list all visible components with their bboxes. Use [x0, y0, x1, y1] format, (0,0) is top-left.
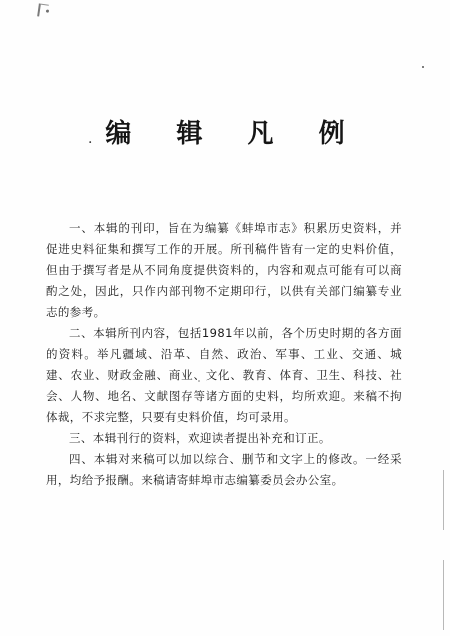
- title-marker: ·: [88, 135, 93, 151]
- page-title: 编 辑 凡 例: [105, 119, 363, 149]
- note-paragraph-2: 二、本辑所刊内容，包括1981年以前，各个历史时期的各方面的资料。举凡疆域、沿革、自然、政治、军事、工业、交通、城建、农业、财政金融、商业、文化、教育、体育、卫生、科技、社会、人物、地名、文献图存等诸方面的史料，均所欢迎。来稿不拘体裁，不求完整，只要有史料价值，均可录用。: [46, 326, 402, 424]
- note-paragraph-3: 三、本辑刊行的资料，欢迎读者提出补充和订正。: [69, 431, 331, 445]
- scan-edge-line: [443, 470, 444, 530]
- scan-speck: [422, 66, 424, 68]
- corner-scan-mark: [37, 3, 49, 17]
- note-paragraph-4: 四、本辑对来稿可以加以综合、删节和文字上的修改。一经采用，均给予报酬。来稿请寄蚌埠市志编纂委员会办公室。: [46, 452, 402, 487]
- note-paragraph-1: 一、本辑的刊印，旨在为编纂《蚌埠市志》积累历史资料，并促进史料征集和撰写工作的开展。所刊稿件皆有一定的史料价值，但由于撰写者是从不同角度提供资料的，内容和观点可能有可以商酌之处，因此，只作内部刊物不定期印行，以供有关部门编纂专业志的参考。: [46, 221, 402, 319]
- editorial-notes: [46, 218, 402, 491]
- scan-edge-line: [443, 560, 444, 630]
